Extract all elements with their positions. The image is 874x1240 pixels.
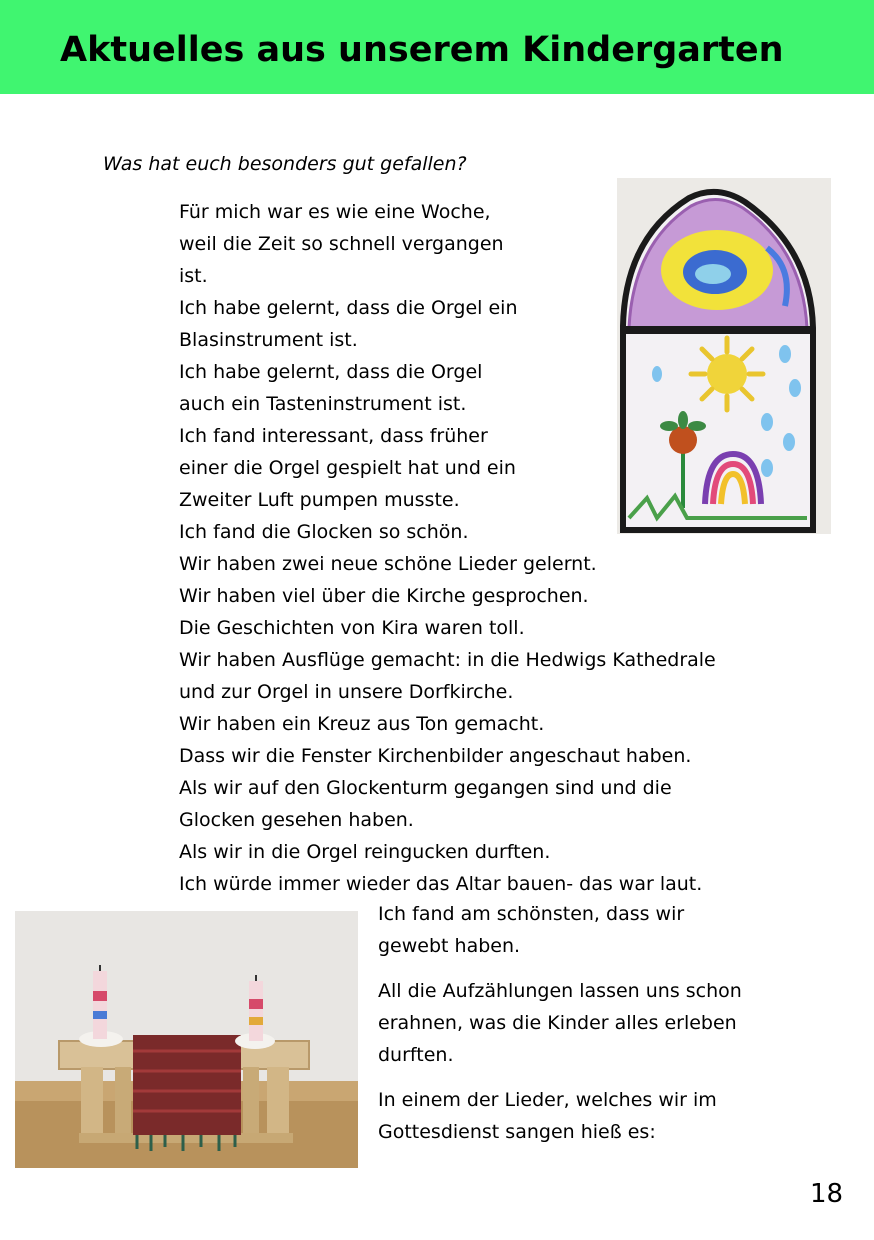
answer-line: Glocken gesehen haben. [179, 809, 414, 831]
answer-line: Ich habe gelernt, dass die Orgel ein [179, 297, 518, 319]
closing-paragraph-2 [378, 975, 742, 1071]
answer-line: Wir haben ein Kreuz aus Ton gemacht. [179, 713, 545, 735]
drawing-svg [617, 178, 831, 534]
page-title: Aktuelles aus unserem Kindergarten [60, 30, 784, 70]
answer-line: Wir haben viel über die Kirche gesprochen. [179, 585, 589, 607]
answer-line: Für mich war es wie eine Woche, [179, 201, 491, 223]
answer-line: Wir haben zwei neue schöne Lieder gelernt. [179, 553, 597, 575]
closing-line: durften. [378, 1044, 454, 1066]
closing-line: Ich fand am schönsten, dass wir [378, 903, 685, 925]
page-number: 18 [810, 1179, 844, 1209]
answer-line: Dass wir die Fenster Kirchenbilder angeschaut haben. [179, 745, 692, 767]
answer-line: Ich fand interessant, dass früher [179, 425, 488, 447]
answer-line: Blasinstrument ist. [179, 329, 358, 351]
page-header [0, 0, 874, 94]
answer-line: Ich würde immer wieder das Altar bauen- das war laut. [179, 873, 703, 895]
answer-line: weil die Zeit so schnell vergangen [179, 233, 504, 255]
answer-line: einer die Orgel gespielt hat und ein [179, 457, 516, 479]
answer-line: Zweiter Luft pumpen musste. [179, 489, 460, 511]
answer-line: Ich fand die Glocken so schön. [179, 521, 469, 543]
answer-line: Ich habe gelernt, dass die Orgel [179, 361, 483, 383]
answer-line: und zur Orgel in unsere Dorfkirche. [179, 681, 514, 703]
altar-photo-image [15, 911, 358, 1168]
closing-line: All die Aufzählungen lassen uns schon [378, 980, 742, 1002]
closing-line: Gottesdienst sangen hieß es: [378, 1121, 656, 1143]
answer-line: Als wir in die Orgel reingucken durften. [179, 841, 551, 863]
child-drawing-image [617, 178, 831, 534]
answer-line: Die Geschichten von Kira waren toll. [179, 617, 525, 639]
answer-line: Wir haben Ausflüge gemacht: in die Hedwigs Kathedrale [179, 649, 716, 671]
answer-line: ist. [179, 265, 208, 287]
altar-svg [15, 911, 358, 1168]
closing-line: In einem der Lieder, welches wir im [378, 1089, 717, 1111]
closing-paragraph-3 [378, 1084, 717, 1148]
answer-line: auch ein Tasteninstrument ist. [179, 393, 467, 415]
closing-paragraph-1 [378, 898, 684, 962]
answer-line: Als wir auf den Glockenturm gegangen sind und die [179, 777, 672, 799]
closing-line: erahnen, was die Kinder alles erleben [378, 1012, 737, 1034]
section-question: Was hat euch besonders gut gefallen? [103, 153, 467, 175]
closing-line: gewebt haben. [378, 935, 521, 957]
